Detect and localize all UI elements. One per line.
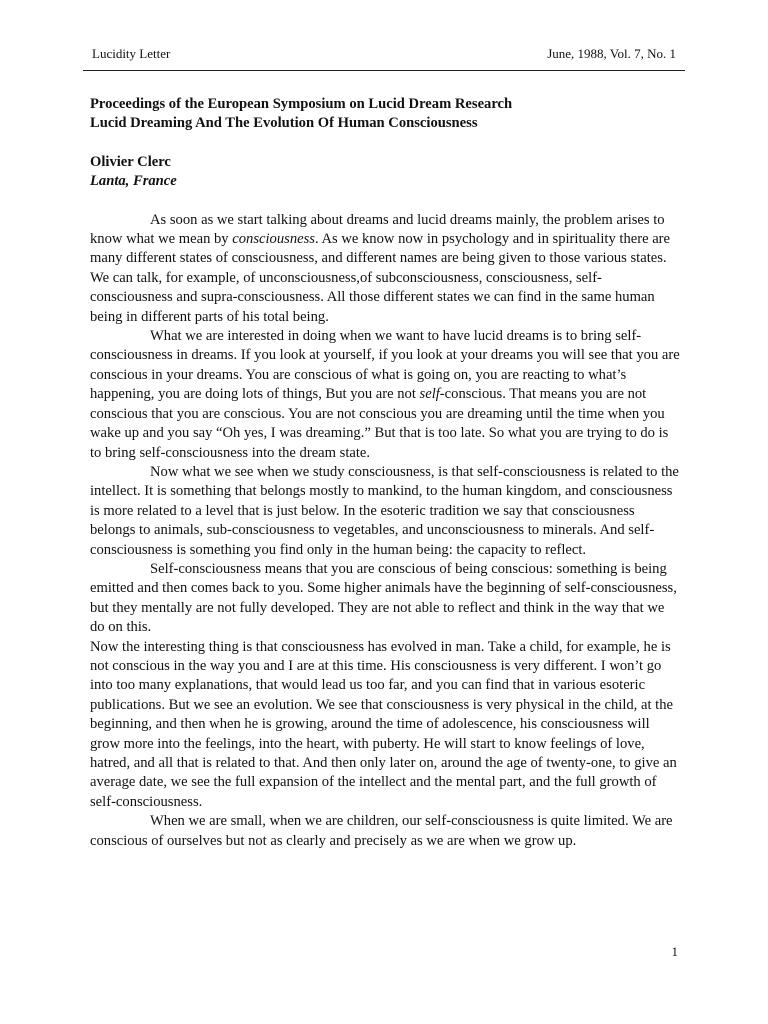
journal-name: Lucidity Letter xyxy=(92,46,171,61)
paragraph: Self-consciousness means that you are conscious of being conscious: something is being emitted and then comes back to you. Some higher animals have the beginning of self-consciousness, but they mentally are not fully developed. They are not able to reflect and think in the way that we do on this. xyxy=(90,560,677,636)
author-block xyxy=(90,153,680,192)
header-rule xyxy=(83,70,685,71)
paragraph: As soon as we start talking about dreams and lucid dreams mainly, the problem arises to know what we mean by consciousness. As we know now in psychology and in spirituality there are many different states of consciousness, and different names are being given to those various states. We can talk, for example, of unconsciousness,of subconsciousness, consciousness, self-consciousness and supra-consciousness. All those different states we can find in the same human being in different parts of his total being. xyxy=(90,211,671,325)
paragraph: When we are small, when we are children, our self-consciousness is quite limited. We are conscious of ourselves but not as clearly and precisely as we are when we grow up. xyxy=(90,813,673,849)
page-number: 1 xyxy=(671,944,678,959)
emphasis: self- xyxy=(419,386,445,403)
article-titles xyxy=(90,95,680,134)
emphasis: consciousness xyxy=(232,231,315,248)
paragraph: Now the interesting thing is that consciousness has evolved in man. Take a child, for example, he is not conscious in the way you and I are at this time. His consciousness is very different. I won’t go into too many explanations, that would lead us too far, and you can find that in various esoteric publications. But we see an evolution. We see that consciousness is very physical in the child, at the beginning, and then when he is growing, around the time of adolescence, his consciousness will grow more into the feelings, into the heart, with puberty. He will start to know feelings of love, hatred, and all that is related to that. And then only later on, around the age of twenty-one, to give an average date, we see the full expansion of the intellect and the mental part, and the full growth of self-consciousness. xyxy=(90,638,677,810)
author-affiliation: Lanta, France xyxy=(90,173,177,190)
paragraph: Now what we see when we study consciousness, is that self-consciousness is related to the intellect. It is something that belongs mostly to mankind, to the human kingdom, and consciousness is more related to a level that is just below. In the esoteric tradition we say that consciousness belongs to animals, sub-consciousness to vegetables, and unconsciousness to minerals. And self-consciousness is something you find only in the human being: the capacity to reflect. xyxy=(90,463,679,558)
article-content xyxy=(90,95,680,851)
article-body xyxy=(90,211,680,851)
issue-info: June, 1988, Vol. 7, No. 1 xyxy=(547,46,676,61)
article-title: Lucid Dreaming And The Evolution Of Human Consciousness xyxy=(90,115,478,132)
symposium-title: Proceedings of the European Symposium on Lucid Dream Research xyxy=(90,96,513,112)
author-name: Olivier Clerc xyxy=(90,153,171,170)
paragraph: What we are interested in doing when we want to have lucid dreams is to bring self-consciousness in dreams. If you look at yourself, if you look at your dreams you will see that you are conscious in your dreams. You are conscious of what is going on, you are reacting to what’s happening, you are doing lots of things, But you are not self-conscious. That means you are not conscious that you are conscious. You are not conscious you are dreaming until the time when you wake up and you say “Oh yes, I was dreaming.” But that is too late. So what you are trying to do is to bring self-consciousness into the dream state. xyxy=(90,328,680,461)
running-header xyxy=(92,46,676,62)
